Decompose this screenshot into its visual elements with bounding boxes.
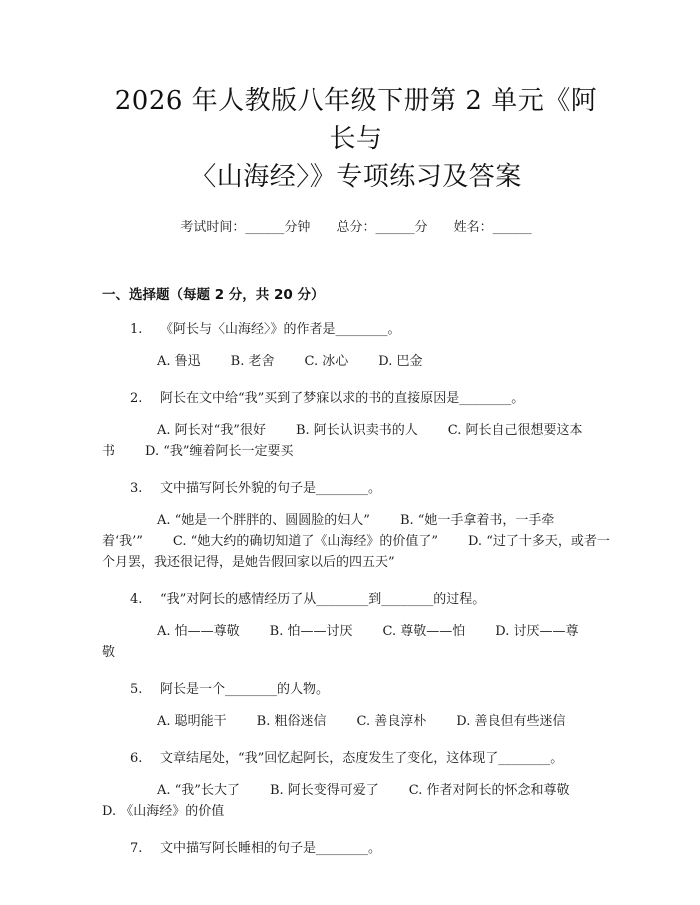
question-list xyxy=(102,320,610,859)
question-2 xyxy=(102,389,610,462)
exam-meta xyxy=(102,216,610,235)
option-c: C. 冰心 xyxy=(304,354,349,369)
option-c: C. 作者对阿长的怀念和尊敬 xyxy=(408,783,570,798)
question-3 xyxy=(102,479,610,573)
question-number: 4. xyxy=(130,592,143,607)
option-c: C. 善良淳朴 xyxy=(356,714,427,729)
options xyxy=(102,510,610,573)
question-text: 《阿长与〈山海经〉》的作者是________。 xyxy=(160,322,401,337)
question-number: 5. xyxy=(130,682,143,697)
question-number: 3. xyxy=(130,481,143,496)
question-4 xyxy=(102,590,610,663)
option-a: A. 鲁迅 xyxy=(157,354,201,369)
option-b: B. 阿长变得可爱了 xyxy=(269,783,379,798)
option-a: A. 怕——尊敬 xyxy=(157,624,240,639)
option-d: D. 巴金 xyxy=(378,354,423,369)
question-stem xyxy=(102,479,610,499)
question-text: 阿长是一个________的人物。 xyxy=(160,682,330,697)
option-a: A. 聪明能干 xyxy=(157,714,227,729)
question-number: 1. xyxy=(130,322,143,337)
total-score-field: 总分：______分 xyxy=(336,220,428,235)
option-a: A. “我”长大了 xyxy=(157,783,240,798)
options xyxy=(102,621,610,663)
option-d: D. 讨厌——尊敬 xyxy=(102,624,579,660)
question-number: 2. xyxy=(130,391,143,406)
question-text: 文章结尾处，“我”回忆起阿长，态度发生了变化，这体现了________。 xyxy=(160,751,564,766)
option-b: B. 怕——讨厌 xyxy=(269,624,353,639)
question-text: 阿长在文中给“我”买到了梦寐以求的书的直接原因是________。 xyxy=(160,391,525,406)
option-c: C. 阿长自己很想要这本书 xyxy=(102,423,583,459)
question-1 xyxy=(102,320,610,372)
option-b: B. 粗俗迷信 xyxy=(256,714,327,729)
question-text: 文中描写阿长睡相的句子是________。 xyxy=(160,841,382,856)
option-b: B. 老舍 xyxy=(230,354,275,369)
question-5 xyxy=(102,680,610,732)
title-line-2: 〈山海经〉》专项练习及答案 xyxy=(190,162,522,192)
question-6 xyxy=(102,749,610,822)
options xyxy=(102,351,610,372)
question-stem xyxy=(102,320,610,340)
option-a: A. 阿长对“我”很好 xyxy=(157,423,266,438)
section-heading: 一、选择题（每题 2 分，共 20 分） xyxy=(102,287,325,303)
option-d: D. “过了十多天，或者一个月罢，我还很记得，是她告假回家以后的四五天” xyxy=(102,534,610,570)
option-b: B. 阿长认识卖书的人 xyxy=(295,423,418,438)
question-stem xyxy=(102,749,610,769)
question-7 xyxy=(102,839,610,859)
option-d: D. “我”缠着阿长一定要买 xyxy=(145,444,294,459)
document-title xyxy=(102,0,610,196)
option-d: D. 《山海经》的价值 xyxy=(102,804,225,819)
question-text: “我”对阿长的感情经历了从________到________的过程。 xyxy=(160,592,486,607)
question-stem xyxy=(102,590,610,610)
options xyxy=(102,711,610,732)
title-line-1: 2026 年人教版八年级下册第 2 单元《阿长与 xyxy=(114,86,598,154)
question-stem xyxy=(102,680,610,700)
option-c: C. “她大约的确切知道了《山海经》的价值了” xyxy=(172,534,438,549)
option-c: C. 尊敬——怕 xyxy=(382,624,466,639)
option-b: B. “她一手拿着书，一手牵着‘我’” xyxy=(102,513,555,549)
options xyxy=(102,780,610,822)
option-a: A. “她是一个胖胖的、圆圆脸的妇人” xyxy=(157,513,370,528)
student-name-field: 姓名：______ xyxy=(453,220,532,235)
options xyxy=(102,420,610,462)
question-number: 6. xyxy=(130,751,143,766)
question-text: 文中描写阿长外貌的句子是________。 xyxy=(160,481,382,496)
question-stem xyxy=(102,839,610,859)
exam-time-field: 考试时间：______分钟 xyxy=(180,220,311,235)
question-stem xyxy=(102,389,610,409)
option-d: D. 善良但有些迷信 xyxy=(456,714,566,729)
question-number: 7. xyxy=(130,841,143,856)
